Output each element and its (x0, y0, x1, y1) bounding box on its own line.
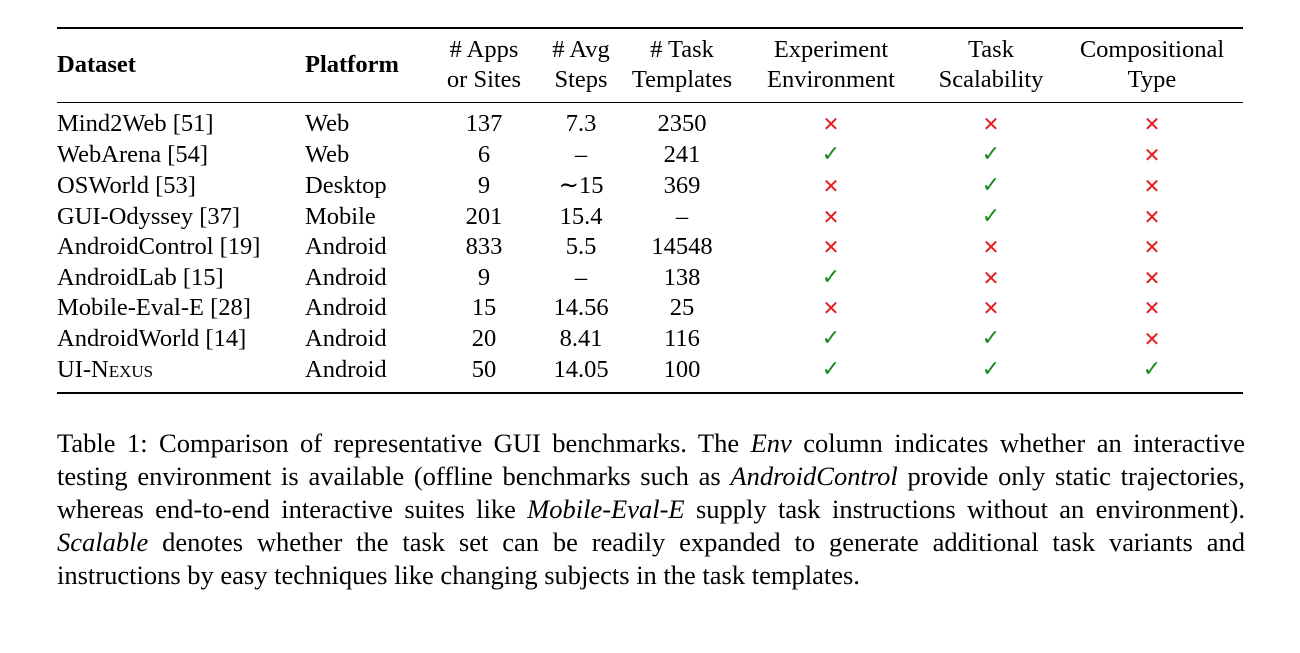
cross-icon: ✕ (1143, 265, 1161, 290)
cell-value: 138 (663, 263, 701, 291)
cell-value: Web (305, 140, 350, 168)
steps-cell (539, 103, 623, 140)
table-row (57, 139, 1243, 170)
table-row (57, 201, 1243, 232)
platform-cell (305, 293, 429, 323)
benchmark-table-container (57, 27, 1243, 394)
cross-icon: ✕ (982, 235, 1000, 259)
column-header-line1: # Avg (552, 36, 610, 63)
cell-value: 8.41 (559, 324, 603, 352)
table-row (57, 232, 1243, 262)
templates-cell (623, 170, 741, 201)
caption-italic-androidcontrol: AndroidControl (730, 461, 898, 491)
column-header-line2: or Sites (446, 66, 522, 93)
platform-cell (305, 232, 429, 262)
table-header (57, 28, 1243, 103)
cell-value: 2350 (657, 110, 707, 137)
cell-value: 137 (465, 110, 503, 137)
templates-cell (623, 139, 741, 170)
dataset-cell (57, 354, 305, 393)
caption-text: supply task instructions without an environment). (684, 494, 1245, 524)
cross-icon: ✕ (982, 112, 1000, 136)
dataset-cell (57, 139, 305, 170)
column-header (539, 28, 623, 103)
cell-value: Android (305, 324, 387, 352)
dataset-cell (57, 323, 305, 354)
cell-value: Desktop (305, 171, 387, 199)
cross-icon: ✕ (822, 235, 840, 259)
cell-value: – (574, 263, 588, 291)
cell-value: – (675, 202, 689, 230)
env-cell (741, 139, 921, 170)
column-header (741, 28, 921, 103)
scalability-cell (921, 354, 1061, 393)
platform-cell (305, 103, 429, 140)
dataset-name: UI-Nexus (57, 355, 154, 383)
column-header-line1: Compositional (1079, 36, 1225, 63)
caption-italic-scalable: Scalable (57, 527, 149, 557)
column-header (57, 28, 305, 103)
cell-value: 9 (477, 171, 491, 199)
cross-icon: ✕ (822, 173, 840, 198)
platform-cell (305, 323, 429, 354)
apps-cell (429, 232, 539, 262)
cell-value: 15.4 (559, 202, 603, 230)
cell-value: Mobile (305, 202, 376, 230)
cell-value: ∼15 (558, 171, 604, 199)
table-caption (57, 427, 1245, 592)
cell-value: 25 (669, 294, 695, 321)
templates-cell (623, 323, 741, 354)
platform-cell (305, 354, 429, 393)
cross-icon: ✕ (982, 296, 1000, 320)
dataset-cell (57, 201, 305, 232)
cross-icon: ✕ (982, 265, 1000, 290)
cell-value: 14.56 (553, 294, 609, 321)
column-header (429, 28, 539, 103)
platform-cell (305, 170, 429, 201)
cell-value: 369 (663, 171, 701, 199)
cell-value: 201 (465, 202, 503, 230)
cell-value: 9 (477, 263, 491, 291)
check-icon: ✓ (981, 173, 1001, 198)
steps-cell (539, 201, 623, 232)
env-cell (741, 354, 921, 393)
cell-value: 6 (477, 140, 491, 168)
cross-icon: ✕ (1143, 204, 1161, 229)
dataset-cell (57, 262, 305, 293)
scalability-cell (921, 262, 1061, 293)
cell-value: 241 (663, 140, 701, 168)
compositional-cell (1061, 262, 1243, 293)
cell-value: Android (305, 263, 387, 291)
column-header (921, 28, 1061, 103)
compositional-cell (1061, 293, 1243, 323)
scalability-cell (921, 323, 1061, 354)
header-row (57, 28, 1243, 103)
table-row (57, 354, 1243, 393)
cross-icon: ✕ (822, 112, 840, 136)
check-icon: ✓ (821, 357, 841, 382)
column-header-line1: # Task (650, 36, 714, 63)
cell-value: 14.05 (553, 355, 609, 383)
cell-value: – (574, 140, 588, 168)
compositional-cell (1061, 354, 1243, 393)
column-header (305, 28, 429, 103)
scalability-cell (921, 232, 1061, 262)
check-icon: ✓ (821, 265, 841, 290)
cell-value: 116 (664, 324, 700, 352)
table-body (57, 103, 1243, 394)
column-header-line1: Task (968, 36, 1014, 63)
scalability-cell (921, 201, 1061, 232)
env-cell (741, 323, 921, 354)
env-cell (741, 293, 921, 323)
cell-value: 15 (471, 294, 497, 321)
apps-cell (429, 293, 539, 323)
check-icon: ✓ (821, 142, 841, 167)
cell-value: 20 (471, 324, 497, 352)
cross-icon: ✕ (822, 204, 840, 229)
check-icon: ✓ (981, 142, 1001, 167)
compositional-cell (1061, 103, 1243, 140)
column-header-line1: Dataset (57, 51, 136, 78)
caption-text: Table 1: Comparison of representative GUI benchmarks. The (57, 428, 751, 458)
cell-value: 14548 (651, 233, 713, 260)
cell-value: AndroidWorld [14] (57, 324, 247, 352)
env-cell (741, 103, 921, 140)
apps-cell (429, 262, 539, 293)
compositional-cell (1061, 201, 1243, 232)
cell-value: 50 (471, 355, 497, 383)
compositional-cell (1061, 170, 1243, 201)
cell-value: Android (305, 233, 387, 260)
cross-icon: ✕ (1143, 326, 1161, 351)
env-cell (741, 232, 921, 262)
cross-icon: ✕ (822, 296, 840, 320)
table-row (57, 262, 1243, 293)
cross-icon: ✕ (1143, 235, 1161, 259)
steps-cell (539, 139, 623, 170)
check-icon: ✓ (1142, 357, 1162, 382)
templates-cell (623, 103, 741, 140)
caption-text: provide only static trajectories, whereas end-to-end interactive suites like (57, 461, 1245, 524)
scalability-cell (921, 170, 1061, 201)
cell-value: AndroidLab [15] (57, 263, 224, 291)
env-cell (741, 262, 921, 293)
steps-cell (539, 262, 623, 293)
compositional-cell (1061, 139, 1243, 170)
column-header-line2: Steps (554, 66, 608, 93)
column-header (1061, 28, 1243, 103)
cell-value: 5.5 (565, 233, 597, 260)
steps-cell (539, 323, 623, 354)
check-icon: ✓ (981, 326, 1001, 351)
scalability-cell (921, 103, 1061, 140)
dataset-cell (57, 232, 305, 262)
cell-value: 833 (465, 233, 503, 260)
scalability-cell (921, 293, 1061, 323)
apps-cell (429, 323, 539, 354)
templates-cell (623, 262, 741, 293)
cell-value: Mind2Web [51] (57, 110, 214, 137)
apps-cell (429, 354, 539, 393)
table-row (57, 293, 1243, 323)
steps-cell (539, 293, 623, 323)
cell-value: WebArena [54] (57, 140, 209, 168)
table-row (57, 323, 1243, 354)
apps-cell (429, 103, 539, 140)
dataset-cell (57, 293, 305, 323)
caption-text: denotes whether the task set can be readily expanded to generate additional task variants and instructions by easy techniques like changing subjects in the task templates. (57, 527, 1245, 590)
column-header-line2: Templates (631, 66, 733, 93)
caption-text: column indicates whether an interactive testing environment is available (offline benchmarks such as (57, 428, 1245, 491)
column-header-line2: Environment (767, 66, 895, 93)
compositional-cell (1061, 323, 1243, 354)
cross-icon: ✕ (1143, 173, 1161, 198)
platform-cell (305, 201, 429, 232)
cell-value: GUI-Odyssey [37] (57, 202, 241, 230)
column-header-line1: # Apps (449, 36, 519, 63)
column-header (623, 28, 741, 103)
cell-value: OSWorld [53] (57, 171, 196, 199)
steps-cell (539, 170, 623, 201)
cell-value: Android (305, 294, 387, 321)
env-cell (741, 170, 921, 201)
column-header-line1: Experiment (773, 36, 889, 63)
column-header-line2: Type (1127, 66, 1177, 93)
check-icon: ✓ (821, 326, 841, 351)
column-header-line2: Scalability (938, 66, 1044, 93)
cell-value: 100 (663, 355, 701, 383)
apps-cell (429, 139, 539, 170)
cell-value: Mobile-Eval-E [28] (57, 294, 251, 321)
cross-icon: ✕ (1143, 112, 1161, 136)
apps-cell (429, 170, 539, 201)
apps-cell (429, 201, 539, 232)
cell-value: 7.3 (565, 110, 597, 137)
cell-value: Android (305, 355, 387, 383)
compositional-cell (1061, 232, 1243, 262)
templates-cell (623, 232, 741, 262)
cross-icon: ✕ (1143, 296, 1161, 320)
dataset-cell (57, 103, 305, 140)
caption-italic-env: Env (750, 428, 792, 458)
column-header-line1: Platform (305, 51, 399, 78)
cell-value: AndroidControl [19] (57, 233, 261, 260)
templates-cell (623, 293, 741, 323)
check-icon: ✓ (981, 357, 1001, 382)
table-row (57, 170, 1243, 201)
scalability-cell (921, 139, 1061, 170)
dataset-cell (57, 170, 305, 201)
check-icon: ✓ (981, 204, 1001, 229)
caption-italic-mobile-eval-e: Mobile-Eval-E (527, 494, 685, 524)
templates-cell (623, 201, 741, 232)
cell-value: Web (305, 110, 350, 137)
steps-cell (539, 354, 623, 393)
templates-cell (623, 354, 741, 393)
env-cell (741, 201, 921, 232)
steps-cell (539, 232, 623, 262)
platform-cell (305, 139, 429, 170)
benchmark-comparison-table (57, 27, 1243, 394)
table-row (57, 103, 1243, 140)
cross-icon: ✕ (1143, 142, 1161, 167)
platform-cell (305, 262, 429, 293)
